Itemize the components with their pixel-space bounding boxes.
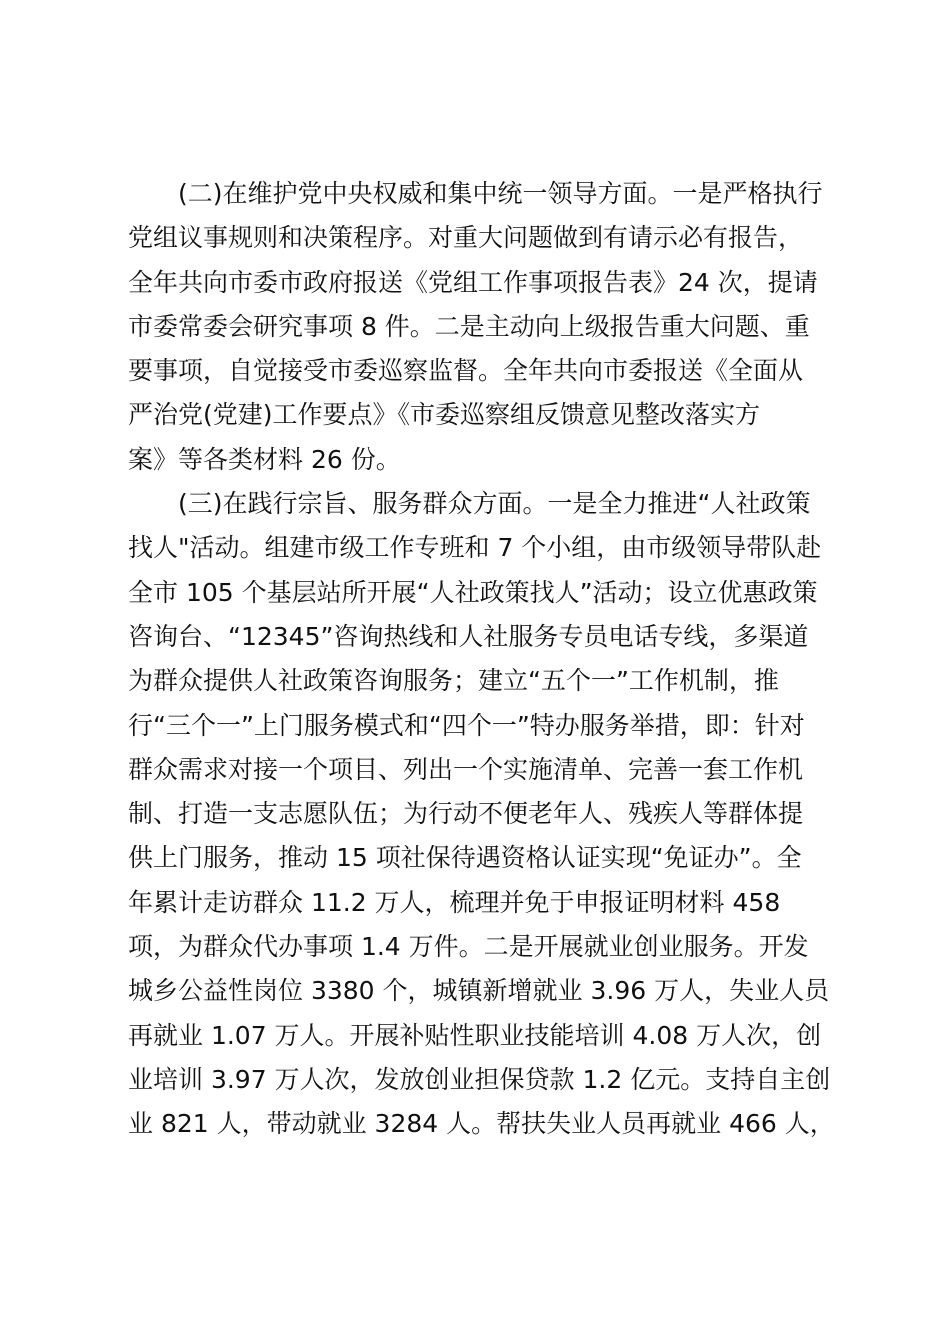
text-line: 市委常委会研究事项 8 件。二是主动向上级报告重大问题、重 [128,311,810,341]
text-line: 严治党(党建)工作要点》《市委巡察组反馈意见整改落实方 [128,400,761,430]
text-line: 年累计走访群众 11.2 万人，梳理并免于申报证明材料 458 [128,887,781,917]
text-line: 项，为群众代办事项 1.4 万件。二是开展就业创业服务。开发 [128,932,809,962]
text-line: 为群众提供人社政策咨询服务；建立“五个一”工作机制，推 [128,666,779,696]
text-line: 行“三个一”上门服务模式和“四个一”特办服务举措，即：针对 [128,710,805,740]
text-line: 业培训 3.97 万人次，发放创业担保贷款 1.2 亿元。支持自主创 [128,1064,831,1094]
text-line: 党组议事规则和决策程序。对重大问题做到有请示必有报告， [128,223,804,253]
text-line: 制、打造一支志愿队伍；为行动不便老年人、残疾人等群体提 [128,799,804,829]
text-line: 再就业 1.07 万人。开展补贴性职业技能培训 4.08 万人次，创 [128,1020,822,1050]
paragraph-2-heading-line: (二)在维护党中央权威和集中统一领导方面。一是严格执行 [178,179,823,208]
paragraph-3-heading-line: (三)在践行宗旨、服务群众方面。一是全力推进“人社政策 [178,489,811,519]
text-line: 业 821 人，带动就业 3284 人。帮扶失业人员再就业 466 人， [128,1109,835,1139]
text-line: 群众需求对接一个项目、列出一个实施清单、完善一套工作机 [128,754,804,784]
text-line: 案》等各类材料 26 份。 [128,444,401,474]
text-line: 供上门服务，推动 15 项社保待遇资格认证实现“免证办”。全 [128,843,802,873]
text-line: 城乡公益性岗位 3380 个，城镇新增就业 3.96 万人，失业人员 [128,976,830,1006]
document-body [128,172,848,1147]
text-line: 全年共向市委市政府报送《党组工作事项报告表》24 次，提请 [128,267,818,297]
text-line: 咨询台、“12345”咨询热线和人社服务专员电话专线，多渠道 [128,621,809,651]
text-line: 全市 105 个基层站所开展“人社政策找人”活动；设立优惠政策 [128,577,818,607]
text-line: 要事项，自觉接受市委巡察监督。全年共向市委报送《全面从 [128,356,804,386]
text-line: 找人"活动。组建市级工作专班和 7 个小组，由市级领导带队赴 [128,533,822,563]
